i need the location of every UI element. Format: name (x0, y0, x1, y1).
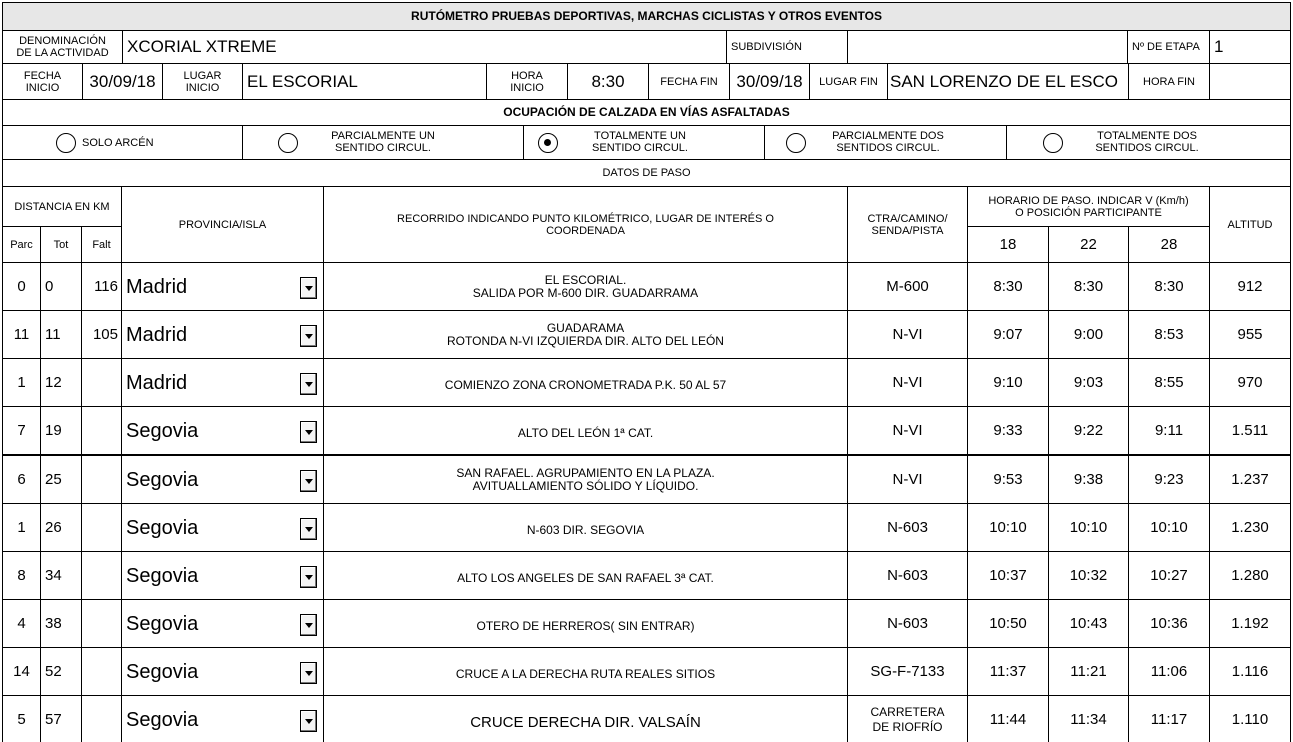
cell-parc[interactable] (2, 358, 41, 407)
cell-falt[interactable] (81, 262, 122, 311)
cell-altitud-text: 1.192 (1231, 614, 1269, 632)
cell-hora-22-text: 10:43 (1069, 614, 1108, 632)
cell-hora-18-text: 9:10 (993, 373, 1023, 391)
cell-hora-28[interactable] (1128, 647, 1210, 696)
dropdown-arrow-icon[interactable] (300, 662, 317, 684)
cell-altitud[interactable] (1209, 358, 1291, 407)
lugar-inicio-field[interactable]: EL ESCORIAL (242, 63, 487, 100)
cell-recorrido-text: SAN RAFAEL. AGRUPAMIENTO EN LA PLAZA. AVITUALLAMIENTO SÓLIDO Y LÍQUIDO. (456, 465, 715, 493)
cell-hora-28-text: 10:36 (1150, 614, 1188, 632)
provincia-dropdown[interactable] (121, 695, 324, 742)
cell-falt[interactable] (81, 455, 122, 504)
cell-parc-text: 5 (17, 710, 26, 728)
cell-hora-22-text: 10:32 (1069, 566, 1108, 584)
cell-hora-22-text: 8:30 (1073, 277, 1104, 295)
cell-hora-28-text: 11:06 (1150, 662, 1188, 680)
cell-parc[interactable] (2, 551, 41, 600)
cell-altitud[interactable] (1209, 551, 1291, 600)
provincia-dropdown[interactable] (121, 310, 324, 359)
datos-paso-title: DATOS DE PASO (2, 159, 1291, 187)
cell-parc-text: 1 (17, 518, 26, 536)
cell-hora-18-text: 8:30 (993, 277, 1023, 295)
cell-tot-text: 52 (45, 662, 62, 680)
provincia-dropdown-text: Madrid (126, 323, 188, 346)
cell-tot-text: 57 (45, 710, 62, 728)
cell-ctra-text: N-VI (892, 421, 923, 439)
cell-tot-text: 0 (45, 277, 54, 295)
cell-recorrido-text: COMIENZO ZONA CRONOMETRADA P.K. 50 AL 57 (444, 378, 727, 392)
fecha-fin-label: FECHA FIN (648, 63, 730, 100)
cell-hora-28-text: 10:27 (1150, 566, 1188, 584)
cell-hora-28[interactable] (1128, 599, 1210, 648)
cell-ctra[interactable] (847, 503, 968, 552)
cell-ctra[interactable] (847, 599, 968, 648)
cell-hora-22[interactable] (1048, 695, 1129, 742)
cell-recorrido[interactable] (323, 455, 848, 504)
provincia-dropdown-text: Segovia (126, 564, 199, 587)
cell-ctra-text: N-603 (887, 518, 928, 536)
cell-hora-22-text: 10:10 (1069, 518, 1108, 536)
cell-altitud[interactable] (1209, 455, 1291, 504)
cell-tot-text: 12 (45, 373, 62, 391)
cell-tot[interactable] (40, 551, 82, 600)
cell-parc-text: 14 (13, 662, 30, 680)
ocupacion-option-total-un-sentido[interactable] (523, 125, 765, 160)
provincia-dropdown-text: Segovia (126, 419, 199, 442)
cell-altitud-text: 1.237 (1231, 470, 1269, 488)
cell-hora-22[interactable] (1048, 310, 1129, 359)
provincia-dropdown[interactable] (121, 406, 324, 455)
hora-inicio-field[interactable]: 8:30 (567, 63, 649, 100)
provincia-dropdown-text: Segovia (126, 708, 199, 731)
cell-hora-22[interactable] (1048, 262, 1129, 311)
col-altitud: ALTITUD (1209, 186, 1291, 263)
cell-hora-28[interactable] (1128, 358, 1210, 407)
option-label: TOTALMENTE UN SENTIDO CIRCUL. (592, 130, 688, 154)
cell-hora-18[interactable] (967, 455, 1049, 504)
cell-hora-22-text: 11:21 (1070, 662, 1107, 680)
cell-tot[interactable] (40, 695, 82, 742)
cell-ctra-text: CARRETERA DE RIOFRÍO (870, 704, 945, 734)
cell-recorrido[interactable] (323, 262, 848, 311)
cell-hora-22[interactable] (1048, 406, 1129, 455)
cell-tot[interactable] (40, 358, 82, 407)
cell-ctra-text: SG-F-7133 (870, 662, 945, 680)
cell-tot-text: 25 (45, 470, 62, 488)
provincia-dropdown-text: Madrid (126, 371, 188, 394)
cell-altitud-text: 1.511 (1231, 421, 1269, 439)
ocupacion-option-parcial-un-sentido[interactable] (242, 125, 524, 160)
provincia-dropdown-text: Madrid (126, 275, 188, 298)
col-distancia: DISTANCIA EN KM (2, 186, 122, 227)
cell-hora-22[interactable] (1048, 551, 1129, 600)
dropdown-arrow-icon[interactable] (300, 614, 317, 636)
cell-recorrido[interactable] (323, 647, 848, 696)
cell-altitud[interactable] (1209, 262, 1291, 311)
cell-hora-18[interactable] (967, 262, 1049, 311)
cell-hora-18-text: 9:07 (993, 325, 1023, 343)
col-tot: Tot (40, 226, 82, 263)
cell-ctra-text: N-VI (892, 373, 923, 391)
cell-recorrido[interactable] (323, 310, 848, 359)
col-speed-28: 28 (1128, 226, 1210, 263)
cell-altitud-text: 1.116 (1231, 662, 1269, 680)
provincia-dropdown-text: Segovia (126, 468, 199, 491)
radio-icon[interactable] (56, 133, 76, 153)
cell-hora-28[interactable] (1128, 262, 1210, 311)
cell-ctra[interactable] (847, 647, 968, 696)
cell-hora-18[interactable] (967, 406, 1049, 455)
subdivision-field[interactable] (847, 30, 1128, 64)
cell-hora-28[interactable] (1128, 455, 1210, 504)
ocupacion-option-parcial-dos-sentidos[interactable] (764, 125, 1007, 160)
cell-ctra[interactable] (847, 310, 968, 359)
cell-ctra-text: N-VI (892, 325, 923, 343)
cell-hora-28[interactable] (1128, 503, 1210, 552)
ocupacion-title: OCUPACIÓN DE CALZADA EN VÍAS ASFALTADAS (2, 99, 1291, 126)
cell-hora-22-text: 9:38 (1073, 470, 1104, 488)
cell-hora-22-text: 9:03 (1073, 373, 1104, 391)
dropdown-arrow-icon[interactable] (300, 277, 317, 299)
cell-tot[interactable] (40, 406, 82, 455)
cell-hora-18-text: 9:53 (993, 470, 1023, 488)
cell-hora-28[interactable] (1128, 310, 1210, 359)
cell-parc[interactable] (2, 599, 41, 648)
cell-parc-text: 11 (13, 325, 30, 343)
cell-parc[interactable] (2, 647, 41, 696)
denominacion-label: DENOMINACIÓN DE LA ACTIVIDAD (2, 30, 123, 64)
cell-parc[interactable] (2, 503, 41, 552)
col-horario: HORARIO DE PASO. INDICAR V (Km/h) O POSICIÓN PARTICIPANTE (967, 186, 1210, 227)
cell-hora-18[interactable] (967, 358, 1049, 407)
cell-tot[interactable] (40, 455, 82, 504)
denominacion-field[interactable]: XCORIAL XTREME (122, 30, 727, 64)
hora-inicio-label: HORA INICIO (486, 63, 568, 100)
col-recorrido: RECORRIDO INDICANDO PUNTO KILOMÉTRICO, LUGAR DE INTERÉS O COORDENADA (323, 186, 848, 263)
cell-hora-22[interactable] (1048, 647, 1129, 696)
cell-parc[interactable] (2, 310, 41, 359)
cell-hora-22[interactable] (1048, 503, 1129, 552)
cell-falt[interactable] (81, 310, 122, 359)
cell-tot[interactable] (40, 647, 82, 696)
cell-ctra[interactable] (847, 262, 968, 311)
dropdown-arrow-icon[interactable] (300, 373, 317, 395)
cell-altitud-text: 955 (1237, 325, 1263, 343)
ocupacion-option-total-dos-sentidos[interactable] (1006, 125, 1291, 160)
col-speed-22: 22 (1048, 226, 1129, 263)
cell-altitud[interactable] (1209, 695, 1291, 742)
hora-fin-field[interactable] (1209, 63, 1291, 100)
etapa-label: Nº DE ETAPA (1127, 30, 1210, 64)
cell-parc-text: 1 (17, 373, 26, 391)
cell-hora-22[interactable] (1048, 358, 1129, 407)
col-provincia: PROVINCIA/ISLA (121, 186, 324, 263)
cell-tot-text: 11 (45, 325, 61, 343)
cell-hora-28[interactable] (1128, 551, 1210, 600)
cell-parc[interactable] (2, 262, 41, 311)
option-label: PARCIALMENTE UN SENTIDO CIRCUL. (331, 130, 435, 154)
cell-falt[interactable] (81, 358, 122, 407)
cell-altitud-text: 1.280 (1231, 566, 1269, 584)
cell-recorrido-text: OTERO DE HERREROS( SIN ENTRAR) (476, 619, 695, 633)
cell-altitud[interactable] (1209, 406, 1291, 455)
cell-parc-text: 7 (17, 421, 26, 439)
provincia-dropdown[interactable] (121, 358, 324, 407)
cell-tot[interactable] (40, 503, 82, 552)
cell-ctra-text: M-600 (886, 277, 929, 295)
cell-altitud-text: 970 (1237, 373, 1263, 391)
cell-recorrido[interactable] (323, 406, 848, 455)
cell-ctra[interactable] (847, 455, 968, 504)
cell-altitud[interactable] (1209, 599, 1291, 648)
cell-ctra-text: N-603 (887, 566, 928, 584)
cell-recorrido-text: GUADARAMA ROTONDA N-VI IZQUIERDA DIR. ALTO DEL LEÓN (447, 320, 724, 348)
cell-altitud-text: 912 (1237, 277, 1263, 295)
provincia-dropdown[interactable] (121, 262, 324, 311)
cell-hora-28-text: 8:55 (1154, 373, 1184, 391)
lugar-inicio-label: LUGAR INICIO (162, 63, 243, 100)
lugar-fin-label: LUGAR FIN (809, 63, 888, 100)
radio-selected-icon[interactable] (538, 133, 558, 153)
cell-ctra[interactable] (847, 358, 968, 407)
radio-icon[interactable] (278, 133, 298, 153)
cell-hora-28-text: 9:11 (1154, 421, 1184, 439)
cell-recorrido[interactable] (323, 551, 848, 600)
cell-tot-text: 34 (45, 566, 62, 584)
option-label: TOTALMENTE DOS SENTIDOS CIRCUL. (1095, 130, 1199, 154)
fecha-fin-field[interactable]: 30/09/18 (729, 63, 810, 100)
cell-falt[interactable] (81, 695, 122, 742)
cell-ctra[interactable] (847, 551, 968, 600)
provincia-dropdown-text: Segovia (126, 516, 199, 539)
cell-recorrido-text: ALTO LOS ANGELES DE SAN RAFAEL 3ª CAT. (457, 571, 714, 585)
cell-altitud-text: 1.230 (1231, 518, 1269, 536)
subdivision-label: SUBDIVISIÓN (726, 30, 848, 64)
cell-hora-18-text: 9:33 (993, 421, 1023, 439)
cell-hora-18-text: 11:44 (989, 710, 1027, 728)
form-title: RUTÓMETRO PRUEBAS DEPORTIVAS, MARCHAS CICLISTAS Y OTROS EVENTOS (2, 2, 1291, 31)
cell-hora-28-text: 11:17 (1150, 710, 1188, 728)
cell-hora-18[interactable] (967, 695, 1049, 742)
radio-icon[interactable] (1043, 133, 1063, 153)
option-label: SOLO ARCÉN (82, 137, 154, 149)
provincia-dropdown-text: Segovia (126, 660, 199, 683)
option-label: PARCIALMENTE DOS SENTIDOS CIRCUL. (832, 130, 944, 154)
cell-recorrido[interactable] (323, 695, 848, 742)
cell-hora-22-text: 9:22 (1073, 421, 1104, 439)
provincia-dropdown[interactable] (121, 599, 324, 648)
fecha-inicio-label: FECHA INICIO (2, 63, 83, 100)
cell-hora-28-text: 9:23 (1154, 470, 1184, 488)
cell-hora-18-text: 10:50 (989, 614, 1027, 632)
cell-hora-18[interactable] (967, 503, 1049, 552)
cell-falt[interactable] (81, 551, 122, 600)
cell-hora-28[interactable] (1128, 406, 1210, 455)
ocupacion-option-solo-arcen[interactable] (2, 125, 243, 160)
cell-altitud[interactable] (1209, 503, 1291, 552)
cell-recorrido[interactable] (323, 358, 848, 407)
col-parc: Parc (2, 226, 41, 263)
cell-hora-28[interactable] (1128, 695, 1210, 742)
cell-recorrido[interactable] (323, 599, 848, 648)
cell-falt[interactable] (81, 647, 122, 696)
cell-hora-22-text: 11:34 (1070, 710, 1107, 728)
cell-hora-22[interactable] (1048, 599, 1129, 648)
cell-recorrido-text: N-603 DIR. SEGOVIA (526, 523, 645, 537)
cell-recorrido-text: EL ESCORIAL. SALIDA POR M-600 DIR. GUADARRAMA (472, 272, 699, 300)
provincia-dropdown[interactable] (121, 647, 324, 696)
cell-falt-text: 105 (92, 325, 118, 343)
cell-hora-18[interactable] (967, 551, 1049, 600)
cell-falt-text: 116 (94, 277, 118, 295)
cell-parc[interactable] (2, 455, 41, 504)
cell-hora-18-text: 10:10 (989, 518, 1027, 536)
dropdown-arrow-icon[interactable] (300, 710, 317, 732)
cell-ctra[interactable] (847, 695, 968, 742)
dropdown-arrow-icon[interactable] (300, 518, 317, 540)
cell-hora-18[interactable] (967, 310, 1049, 359)
cell-tot[interactable] (40, 262, 82, 311)
cell-tot[interactable] (40, 310, 82, 359)
hora-fin-label: HORA FIN (1128, 63, 1210, 100)
cell-recorrido-text: CRUCE A LA DERECHA RUTA REALES SITIOS (455, 667, 716, 681)
radio-icon[interactable] (786, 133, 806, 153)
cell-hora-28-text: 8:53 (1154, 325, 1184, 343)
cell-recorrido[interactable] (323, 503, 848, 552)
cell-tot-text: 38 (45, 614, 62, 632)
cell-tot[interactable] (40, 599, 82, 648)
cell-recorrido-text: CRUCE DERECHA DIR. VALSAÍN (470, 714, 701, 731)
cell-hora-18[interactable] (967, 647, 1049, 696)
cell-ctra-text: N-603 (887, 614, 928, 632)
provincia-dropdown[interactable] (121, 503, 324, 552)
provincia-dropdown[interactable] (121, 455, 324, 504)
cell-parc[interactable] (2, 695, 41, 742)
cell-parc[interactable] (2, 406, 41, 455)
cell-tot-text: 19 (45, 421, 62, 439)
cell-altitud[interactable] (1209, 310, 1291, 359)
cell-recorrido-text: ALTO DEL LEÓN 1ª CAT. (517, 426, 654, 440)
cell-ctra[interactable] (847, 406, 968, 455)
cell-falt[interactable] (81, 406, 122, 455)
col-falt: Falt (81, 226, 122, 263)
dropdown-arrow-icon[interactable] (300, 566, 317, 588)
cell-hora-28-text: 10:10 (1150, 518, 1188, 536)
cell-hora-18[interactable] (967, 599, 1049, 648)
cell-hora-22[interactable] (1048, 455, 1129, 504)
lugar-fin-field[interactable]: SAN LORENZO DE EL ESCO (887, 63, 1129, 100)
provincia-dropdown[interactable] (121, 551, 324, 600)
fecha-inicio-field[interactable]: 30/09/18 (82, 63, 163, 100)
cell-tot-text: 26 (45, 518, 62, 536)
provincia-dropdown-text: Segovia (126, 612, 199, 635)
cell-parc-text: 6 (17, 470, 26, 488)
cell-parc-text: 0 (17, 277, 26, 295)
col-speed-18: 18 (967, 226, 1049, 263)
cell-falt[interactable] (81, 503, 122, 552)
dropdown-arrow-icon[interactable] (300, 325, 317, 347)
etapa-field[interactable]: 1 (1209, 30, 1291, 64)
cell-altitud-text: 1.110 (1231, 710, 1269, 728)
cell-hora-18-text: 11:37 (989, 662, 1027, 680)
cell-hora-18-text: 10:37 (989, 566, 1027, 584)
cell-altitud[interactable] (1209, 647, 1291, 696)
cell-ctra-text: N-VI (892, 470, 923, 488)
cell-hora-28-text: 8:30 (1154, 277, 1184, 295)
dropdown-arrow-icon[interactable] (300, 470, 317, 492)
cell-parc-text: 4 (17, 614, 26, 632)
col-ctra: CTRA/CAMINO/ SENDA/PISTA (847, 186, 968, 263)
dropdown-arrow-icon[interactable] (300, 421, 317, 443)
cell-hora-22-text: 9:00 (1073, 325, 1104, 343)
cell-falt[interactable] (81, 599, 122, 648)
cell-parc-text: 8 (17, 566, 26, 584)
